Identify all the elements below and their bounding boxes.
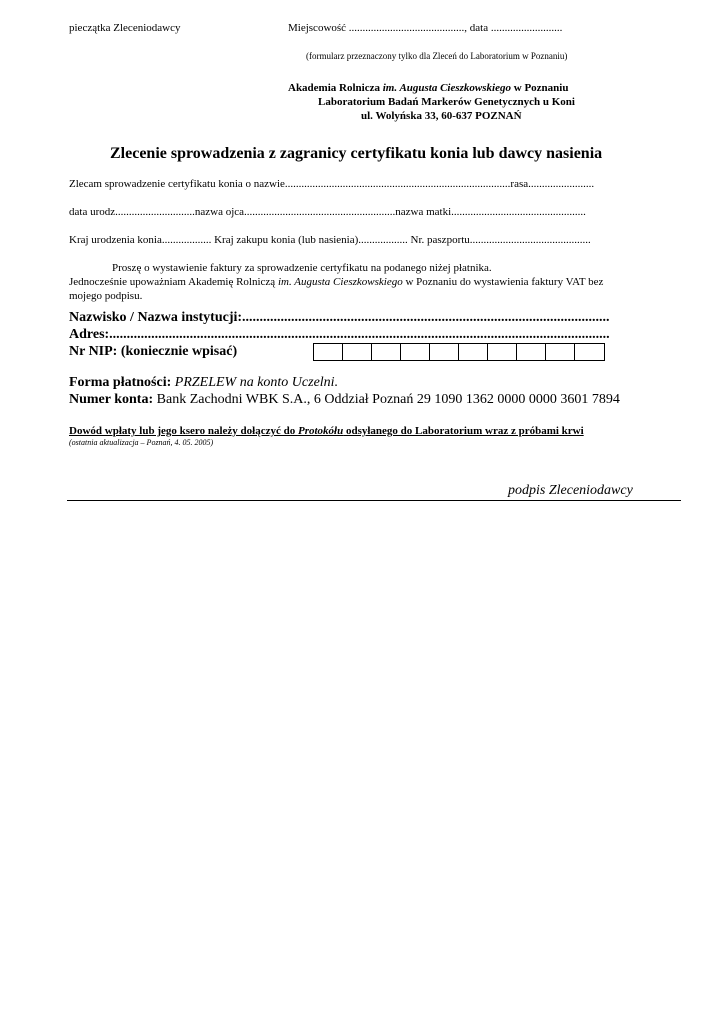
proof-of-payment-note: Dowód wpłaty lub jego ksero należy dołączyć do Protokółu odsyłanego do Laboratorium wraz z próbami krwi — [69, 425, 584, 437]
nip-cell — [430, 344, 459, 360]
nip-cell — [401, 344, 430, 360]
nip-cell — [372, 344, 401, 360]
nip-label: Nr NIP: (koniecznie wpisać) — [69, 344, 238, 359]
payer-address-field: Adres:............................................................................................................................................... — [69, 327, 610, 342]
nip-cell — [343, 344, 372, 360]
last-update-note: (ostatnia aktualizacja – Poznań, 4. 05. 2005) — [69, 438, 214, 447]
invoice-request: Proszę o wystawienie faktury za sprowadzenie certyfikatu na podanego niżej płatnika. — [112, 262, 492, 274]
invoice-authorization: Jednocześnie upoważniam Akademię Rolniczą im. Augusta Cieszkowskiego w Poznaniu do wystawienia faktury VAT bez — [69, 276, 604, 288]
nip-cell — [517, 344, 546, 360]
account-number: Numer konta: Bank Zachodni WBK S.A., 6 Oddział Poznań 29 1090 1362 0000 0000 3601 7894 — [69, 392, 620, 407]
nip-cell — [575, 344, 604, 360]
stamp-label: pieczątka Zleceniodawcy — [69, 22, 181, 34]
nip-cell — [314, 344, 343, 360]
invoice-authorization-end: mojego podpisu. — [69, 290, 143, 302]
nip-boxes — [313, 343, 605, 361]
signature-line — [67, 500, 681, 501]
birth-parents-field: data urodz.............................nazwa ojca.......................................................nazwa matki................................................. — [69, 206, 586, 218]
form-note: (formularz przeznaczony tylko dla Zleceń do Laboratorium w Poznaniu) — [306, 51, 568, 61]
laboratory-name: Laboratorium Badań Markerów Genetycznych u Koni — [318, 96, 575, 108]
nip-cell — [488, 344, 517, 360]
horse-name-field: Zlecam sprowadzenie certyfikatu konia o nazwie..................................................................................rasa........................ — [69, 178, 595, 190]
laboratory-address: ul. Wolyńska 33, 60-637 POZNAŃ — [361, 110, 522, 122]
payment-form: Forma płatności: PRZELEW na konto Uczelni. — [69, 375, 339, 390]
place-date-field: Miejscowość .........................................., data .......................... — [288, 22, 563, 34]
country-passport-field: Kraj urodzenia konia.................. Kraj zakupu konia (lub nasienia).................. Nr. paszportu............................................ — [69, 234, 591, 246]
payer-name-field: Nazwisko / Nazwa instytucji:......................................................................................................... — [69, 310, 610, 325]
nip-cell — [459, 344, 488, 360]
signature-label: podpis Zleceniodawcy — [508, 483, 633, 498]
institution-name: Akademia Rolnicza im. Augusta Cieszkowskiego w Poznaniu — [288, 82, 569, 94]
nip-cell — [546, 344, 575, 360]
page-title: Zlecenie sprowadzenia z zagranicy certyfikatu konia lub dawcy nasienia — [110, 145, 603, 162]
